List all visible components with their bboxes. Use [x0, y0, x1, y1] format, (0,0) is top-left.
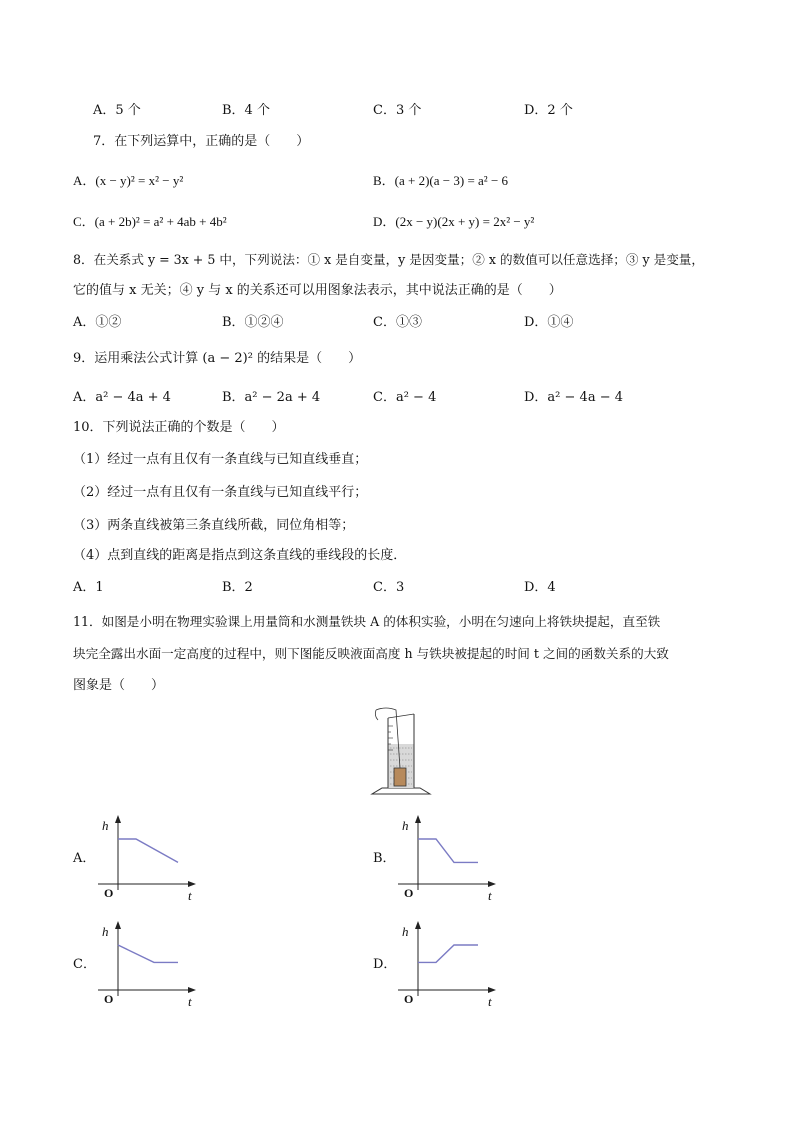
x-axis-label: t [188, 888, 192, 903]
x-axis-arrow [188, 987, 196, 993]
q8-option-c[interactable]: C．①③ [373, 315, 422, 330]
graduated-cylinder-figure [366, 706, 436, 798]
q9-option-b[interactable]: B．a² − 2a + 4 [222, 390, 321, 405]
q10-item-3: （3）两条直线被第三条直线所截，同位角相等； [73, 518, 355, 533]
q8-option-b[interactable]: B．①②④ [222, 315, 284, 330]
q10-item-4: （4）点到直线的距离是指点到这条直线的垂线段的长度． [73, 548, 407, 563]
x-axis-label: t [188, 994, 192, 1009]
q11-stem-line3: 图象是（ ） [73, 678, 165, 693]
graph-line [118, 839, 178, 862]
y-axis-arrow [115, 815, 121, 823]
origin-label: O [104, 886, 114, 900]
graph-line [118, 945, 178, 962]
q9-option-d[interactable]: D．a² − 4a − 4 [524, 390, 623, 405]
graph-a[interactable] [96, 812, 200, 904]
q10-item-2: （2）经过一点有且仅有一条直线与已知直线平行； [73, 485, 368, 500]
q10-option-c[interactable]: C．3 [373, 580, 405, 595]
q7-option-a[interactable]: A．(x − y)² = x² − y² [73, 173, 184, 188]
q6-option-a[interactable]: A．5 个 [93, 103, 141, 118]
y-axis-arrow [415, 921, 421, 929]
q11-option-d-label[interactable]: D． [373, 957, 397, 972]
q9-stem: 9．运用乘法公式计算 (a − 2)² 的结果是（ ） [73, 351, 362, 366]
q7-stem: 7．在下列运算中，正确的是（ ） [93, 134, 310, 149]
graph-line [418, 945, 478, 962]
x-axis-arrow [188, 881, 196, 887]
x-axis-label: t [488, 888, 492, 903]
y-axis-label: h [402, 924, 409, 939]
q10-option-b[interactable]: B．2 [222, 580, 253, 595]
graph-line [418, 839, 478, 862]
q6-option-d[interactable]: D．2 个 [524, 103, 573, 118]
q7-option-b[interactable]: B．(a + 2)(a − 3) = a² − 6 [373, 173, 509, 188]
q10-option-a[interactable]: A．1 [73, 580, 104, 595]
q6-option-b[interactable]: B．4 个 [222, 103, 270, 118]
q11-stem-line1: 11．如图是小明在物理实验课上用量筒和水测量铁块 A 的体积实验，小明在匀速向上将铁块提起，直至铁 [73, 614, 661, 629]
x-axis-label: t [488, 994, 492, 1009]
origin-label: O [404, 992, 414, 1006]
graph-d[interactable] [396, 918, 500, 1010]
q11-option-a-label[interactable]: A． [73, 851, 96, 866]
origin-label: O [404, 886, 414, 900]
q7-option-d[interactable]: D．(2x − y)(2x + y) = 2x² − y² [373, 214, 535, 229]
y-axis-arrow [415, 815, 421, 823]
q6-option-c[interactable]: C．3 个 [373, 103, 422, 118]
y-axis-label: h [102, 818, 109, 833]
q8-option-d[interactable]: D．①④ [524, 315, 574, 330]
q7-option-c[interactable]: C．(a + 2b)² = a² + 4ab + 4b² [73, 214, 227, 229]
q10-option-d[interactable]: D．4 [524, 580, 556, 595]
graph-c[interactable] [96, 918, 200, 1010]
graph-b[interactable] [396, 812, 500, 904]
q8-stem-line1: 8．在关系式 y = 3x + 5 中，下列说法：① x 是自变量，y 是因变量；② x 的数值可以任意选择；③ y 是变量， [73, 252, 704, 267]
q11-option-c-label[interactable]: C． [73, 957, 96, 972]
y-axis-label: h [402, 818, 409, 833]
q11-option-b-label[interactable]: B． [373, 851, 396, 866]
origin-label: O [104, 992, 114, 1006]
q11-stem-line2: 块完全露出水面一定高度的过程中，则下图能反映液面高度 h 与铁块被提起的时间 t 之间的函数关系的大致 [73, 646, 669, 661]
y-axis-label: h [102, 924, 109, 939]
x-axis-arrow [488, 881, 496, 887]
q9-option-c[interactable]: C．a² − 4 [373, 390, 437, 405]
q8-stem-line2: 它的值与 x 无关；④ y 与 x 的关系还可以用图象法表示，其中说法正确的是（ ） [73, 283, 562, 298]
q10-stem: 10．下列说法正确的个数是（ ） [73, 420, 285, 435]
y-axis-arrow [115, 921, 121, 929]
q10-item-1: （1）经过一点有且仅有一条直线与已知直线垂直； [73, 452, 368, 467]
q8-option-a[interactable]: A．①② [73, 315, 122, 330]
q9-option-a[interactable]: A．a² − 4a + 4 [73, 390, 171, 405]
x-axis-arrow [488, 987, 496, 993]
